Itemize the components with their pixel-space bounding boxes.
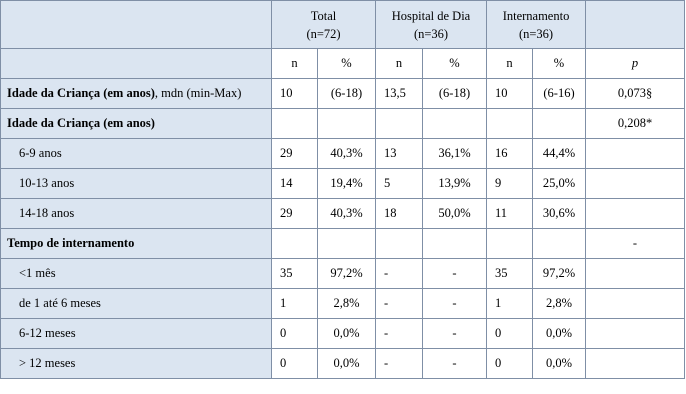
cell-int-pct: 97,2% (533, 259, 586, 289)
cell-hd-pct: - (423, 289, 487, 319)
cell-total-n: 35 (272, 259, 318, 289)
cell-hd-pct: - (423, 259, 487, 289)
cell-hd-n (376, 109, 423, 139)
cell-p (586, 199, 685, 229)
cell-hd-pct: 50,0% (423, 199, 487, 229)
group-header-hospital-de-dia (376, 1, 487, 49)
row-label-bold: Tempo de internamento (7, 236, 135, 250)
cell-hd-pct (423, 109, 487, 139)
subheader-n: n (272, 49, 318, 79)
group-name: Total (310, 8, 337, 23)
cell-int-n: 0 (487, 319, 533, 349)
cell-hd-pct: 36,1% (423, 139, 487, 169)
group-header-internamento (487, 1, 586, 49)
cell-hd-n: 13 (376, 139, 423, 169)
cell-hd-pct: - (423, 349, 487, 379)
cell-int-n (487, 229, 533, 259)
row-label: 10-13 anos (1, 169, 272, 199)
cell-total-n: 14 (272, 169, 318, 199)
cell-hd-pct: 13,9% (423, 169, 487, 199)
cell-total-pct: 40,3% (318, 199, 376, 229)
subheader-percent: % (318, 49, 376, 79)
cell-int-n: 16 (487, 139, 533, 169)
cell-int-pct: 30,6% (533, 199, 586, 229)
group-header-total (272, 1, 376, 49)
cell-total-n: 29 (272, 139, 318, 169)
cell-int-pct: 2,8% (533, 289, 586, 319)
row-label: 6-9 anos (1, 139, 272, 169)
cell-int-n: 0 (487, 349, 533, 379)
group-count: (n=36) (518, 26, 554, 41)
cell-hd-pct: - (423, 319, 487, 349)
table-row (1, 229, 685, 259)
cell-total-pct: 0,0% (318, 349, 376, 379)
cell-total-pct: 0,0% (318, 319, 376, 349)
cell-hd-n: - (376, 349, 423, 379)
table-row (1, 289, 685, 319)
cell-total-n (272, 229, 318, 259)
row-label: <1 mês (1, 259, 272, 289)
corner-cell (1, 1, 272, 49)
cell-total-n (272, 109, 318, 139)
row-label: de 1 até 6 meses (1, 289, 272, 319)
group-name: Internamento (502, 8, 570, 23)
cell-hd-n: 13,5 (376, 79, 423, 109)
cell-p (586, 139, 685, 169)
cell-int-n: 11 (487, 199, 533, 229)
row-label (1, 109, 272, 139)
subheader-n: n (376, 49, 423, 79)
cell-p (586, 289, 685, 319)
cell-total-n: 0 (272, 349, 318, 379)
group-count: (n=36) (413, 26, 449, 41)
row-label (1, 79, 272, 109)
cell-int-n: 35 (487, 259, 533, 289)
cell-hd-n: - (376, 289, 423, 319)
table-row (1, 139, 685, 169)
cell-total-pct: 97,2% (318, 259, 376, 289)
cell-int-n (487, 109, 533, 139)
table-row (1, 169, 685, 199)
cell-total-pct: (6-18) (318, 79, 376, 109)
cell-p (586, 259, 685, 289)
table-row (1, 109, 685, 139)
cell-p (586, 349, 685, 379)
table-row (1, 199, 685, 229)
cell-p: - (586, 229, 685, 259)
cell-int-n: 1 (487, 289, 533, 319)
cell-int-n: 10 (487, 79, 533, 109)
subheader-corner (1, 49, 272, 79)
subheader-percent: % (423, 49, 487, 79)
row-label (1, 229, 272, 259)
cell-hd-n: 5 (376, 169, 423, 199)
group-name: Hospital de Dia (391, 8, 471, 23)
cell-total-pct: 40,3% (318, 139, 376, 169)
cell-total-n: 1 (272, 289, 318, 319)
cell-p: 0,073§ (586, 79, 685, 109)
subheader-percent: % (533, 49, 586, 79)
cell-total-n: 0 (272, 319, 318, 349)
row-label: 6-12 meses (1, 319, 272, 349)
cell-int-n: 9 (487, 169, 533, 199)
row-label: > 12 meses (1, 349, 272, 379)
subheader-n: n (487, 49, 533, 79)
table-row (1, 79, 685, 109)
cell-total-n: 10 (272, 79, 318, 109)
cell-hd-n: 18 (376, 199, 423, 229)
cell-total-pct (318, 109, 376, 139)
cell-total-pct: 2,8% (318, 289, 376, 319)
cell-hd-pct (423, 229, 487, 259)
cell-int-pct: 0,0% (533, 349, 586, 379)
table-row (1, 319, 685, 349)
row-label-bold: Idade da Criança (em anos) (7, 86, 155, 100)
row-label-rest: , mdn (min-Max) (154, 86, 242, 100)
cell-int-pct (533, 109, 586, 139)
cell-int-pct: 44,4% (533, 139, 586, 169)
cell-int-pct: 0,0% (533, 319, 586, 349)
cell-int-pct (533, 229, 586, 259)
cell-p (586, 319, 685, 349)
cell-hd-n: - (376, 319, 423, 349)
cell-int-pct: 25,0% (533, 169, 586, 199)
table-row (1, 349, 685, 379)
table-row (1, 259, 685, 289)
cell-hd-n: - (376, 259, 423, 289)
row-label: 14-18 anos (1, 199, 272, 229)
group-header-row (1, 1, 685, 49)
cell-total-pct: 19,4% (318, 169, 376, 199)
subheader-p: p (586, 49, 685, 79)
cell-hd-n (376, 229, 423, 259)
p-group-header (586, 1, 685, 49)
cell-total-pct (318, 229, 376, 259)
cell-hd-pct: (6-18) (423, 79, 487, 109)
cell-total-n: 29 (272, 199, 318, 229)
cell-p (586, 169, 685, 199)
row-label-bold: Idade da Criança (em anos) (7, 116, 155, 130)
group-count: (n=72) (306, 26, 341, 41)
subheader-row (1, 49, 685, 79)
cell-int-pct: (6-16) (533, 79, 586, 109)
cell-p: 0,208* (586, 109, 685, 139)
